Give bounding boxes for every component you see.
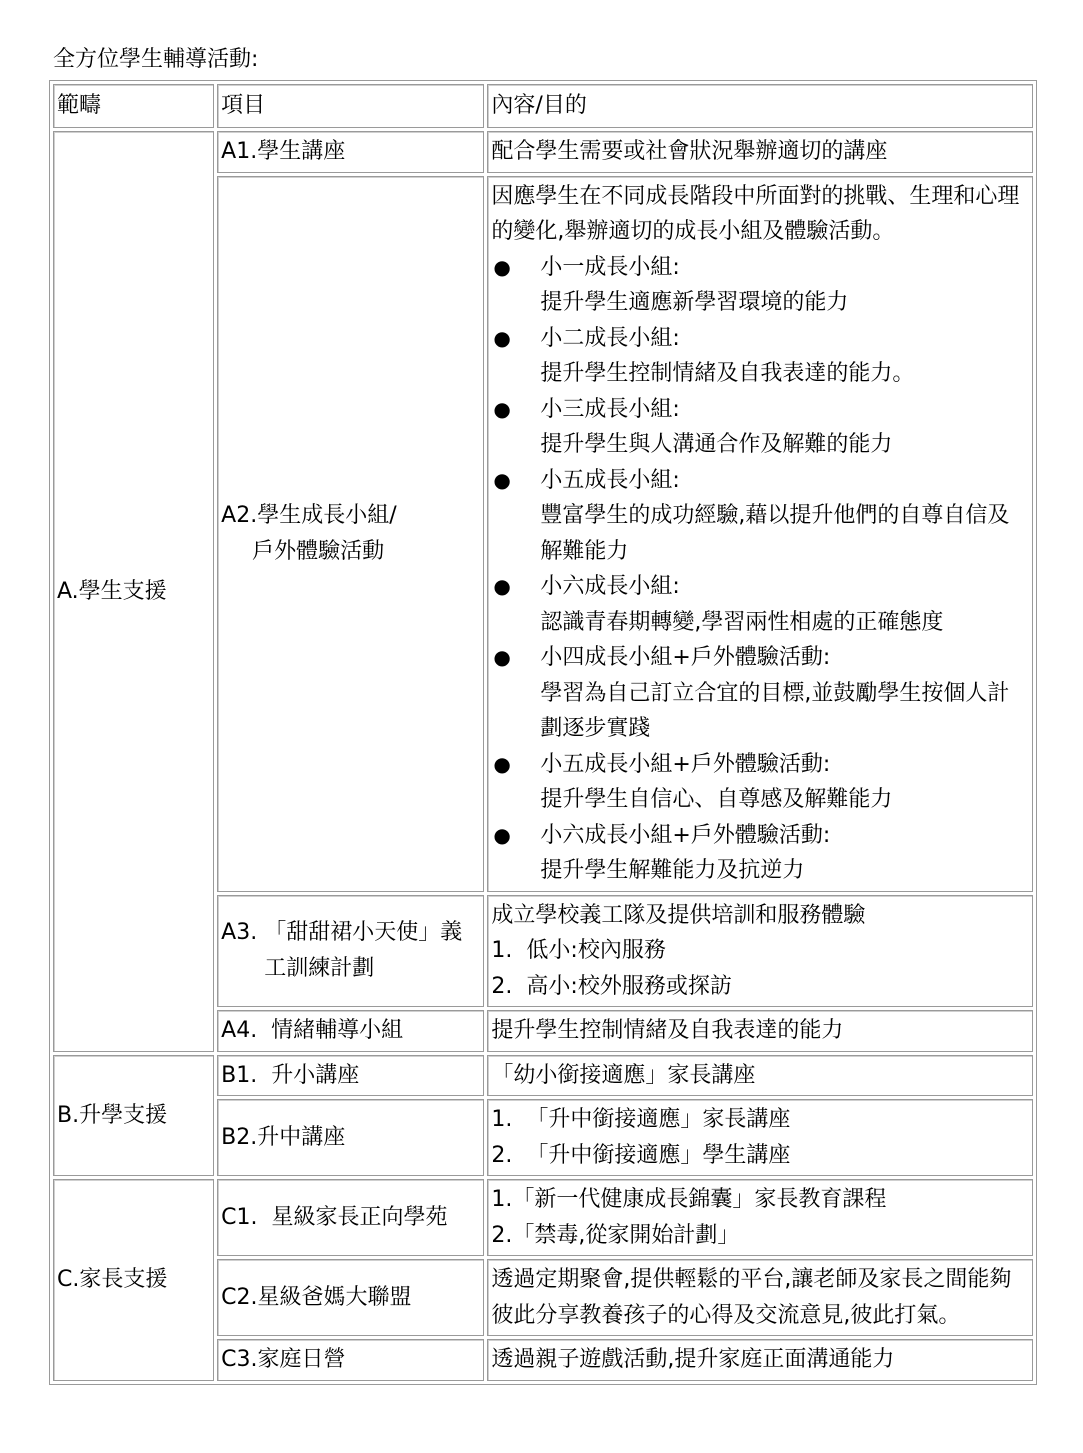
content-cell: 透過定期聚會,提供輕鬆的平台,讓老師及家長之間能夠彼此分享教養孩子的心得及交流意見,彼此打氣。 [487,1259,1033,1336]
item-line: A2.學生成長小組/ [221,503,397,528]
bullet-desc: 提升學生自信心、自尊感及解難能力 [540,787,893,812]
bullet-desc: 豐富學生的成功經驗,藉以提升他們的自尊自信及解難能力 [540,503,1010,564]
list-number: 2. [491,973,527,999]
bullet-desc: 提升學生控制情緒及自我表達的能力。 [540,361,915,386]
item-cell [217,895,484,1008]
content-cell: 配合學生需要或社會狀況舉辦適切的講座 [487,131,1033,173]
content-cell [487,895,1033,1008]
bullet-label: 小二成長小組: [540,325,680,351]
list-number: 1. [491,938,527,963]
list-item [491,969,1029,1005]
page-title: 全方位學生輔導活動: [53,47,259,72]
list-text: 「新一代健康成長錦囊」家長教育課程 [512,1187,887,1212]
item-cell: C2.星級爸媽大聯盟 [217,1259,484,1336]
bullet-icon: ● [493,467,511,492]
list-item [491,250,1029,321]
list-item [491,1102,1029,1138]
bullet-desc: 學習為自己訂立合宜的目標,並鼓勵學生按個人計劃逐步實踐 [540,680,1010,741]
list-number: 2. [491,1142,527,1168]
bullet-label: 小五成長小組+戶外體驗活動: [540,751,831,777]
bullet-desc: 提升學生解難能力及抗逆力 [540,858,805,883]
list-item [491,1182,1029,1218]
list-item [491,569,1029,640]
item-text: 「甜甜裙小天使」義工訓練計劃 [264,920,463,981]
header-category: 範疇 [53,84,214,128]
bullet-label: 小五成長小組: [540,467,680,493]
list-number: 1. [491,1187,513,1212]
bullet-label: 小四成長小組+戶外體驗活動: [540,645,831,670]
category-cell: A.學生支援 [53,131,214,1052]
bullet-icon: ● [493,822,511,847]
content-cell: 提升學生控制情緒及自我表達的能力 [487,1010,1033,1052]
bullet-icon: ● [493,325,511,350]
guidance-activities-table [49,80,1037,1385]
content-intro: 成立學校義工隊及提供培訓和服務體驗 [491,902,866,928]
list-item [491,463,1029,570]
list-text: 「升中銜接適應」學生講座 [526,1142,791,1168]
header-item: 項目 [217,84,484,128]
bullet-desc: 認識青春期轉變,學習兩性相處的正確態度 [540,609,944,635]
list-text: 低小:校內服務 [526,938,666,963]
item-cell: B2.升中講座 [217,1099,484,1176]
item-cell: B1. 升小講座 [217,1055,484,1097]
content-cell [487,1099,1033,1176]
list-item [491,1138,1029,1174]
bullet-label: 小六成長小組+戶外體驗活動: [540,822,831,848]
item-cell: C1. 星級家長正向學苑 [217,1179,484,1256]
item-cell: A4. 情緒輔導小組 [217,1010,484,1052]
item-label: A3. [221,920,265,946]
list-number: 2. [491,1222,513,1248]
list-item [491,321,1029,392]
bullet-desc: 提升學生與人溝通合作及解難的能力 [540,432,893,457]
item-cell: C3.家庭日營 [217,1339,484,1381]
list-item [491,640,1029,747]
item-cell: A1.學生講座 [217,131,484,173]
bullet-icon: ● [493,751,511,776]
table-row [53,1179,1033,1256]
bullet-desc: 提升學生適應新學習環境的能力 [540,290,849,315]
bullet-icon: ● [493,574,511,598]
header-content: 內容/目的 [487,84,1033,128]
bullet-label: 小一成長小組: [540,254,680,280]
list-text: 「升中銜接適應」家長講座 [526,1107,791,1132]
list-item [491,1218,1029,1254]
bullet-label: 小三成長小組: [540,396,680,422]
list-item [491,933,1029,969]
list-number: 1. [491,1107,527,1132]
category-cell: C.家長支援 [53,1179,214,1381]
list-item [491,747,1029,818]
bullet-icon: ● [493,254,511,279]
content-cell: 透過親子遊戲活動,提升家庭正面溝通能力 [487,1339,1033,1381]
content-cell [487,176,1033,892]
table-row [53,1055,1033,1097]
bullet-icon: ● [493,396,511,421]
table-header-row [53,84,1033,128]
content-cell: 「幼小銜接適應」家長講座 [487,1055,1033,1097]
list-item [491,818,1029,889]
table-row [53,131,1033,173]
item-cell [217,176,484,892]
content-cell [487,1179,1033,1256]
item-line: 戶外體驗活動 [252,538,385,564]
bullet-icon: ● [493,645,511,669]
list-text: 高小:校外服務或探訪 [526,973,732,999]
list-item [491,392,1029,463]
bullet-label: 小六成長小組: [540,574,680,599]
category-cell: B.升學支援 [53,1055,214,1177]
list-text: 「禁毒,從家開始計劃」 [512,1222,740,1248]
content-intro: 因應學生在不同成長階段中所面對的挑戰、生理和心理的變化,舉辦適切的成長小組及體驗活動。 [491,183,1020,244]
